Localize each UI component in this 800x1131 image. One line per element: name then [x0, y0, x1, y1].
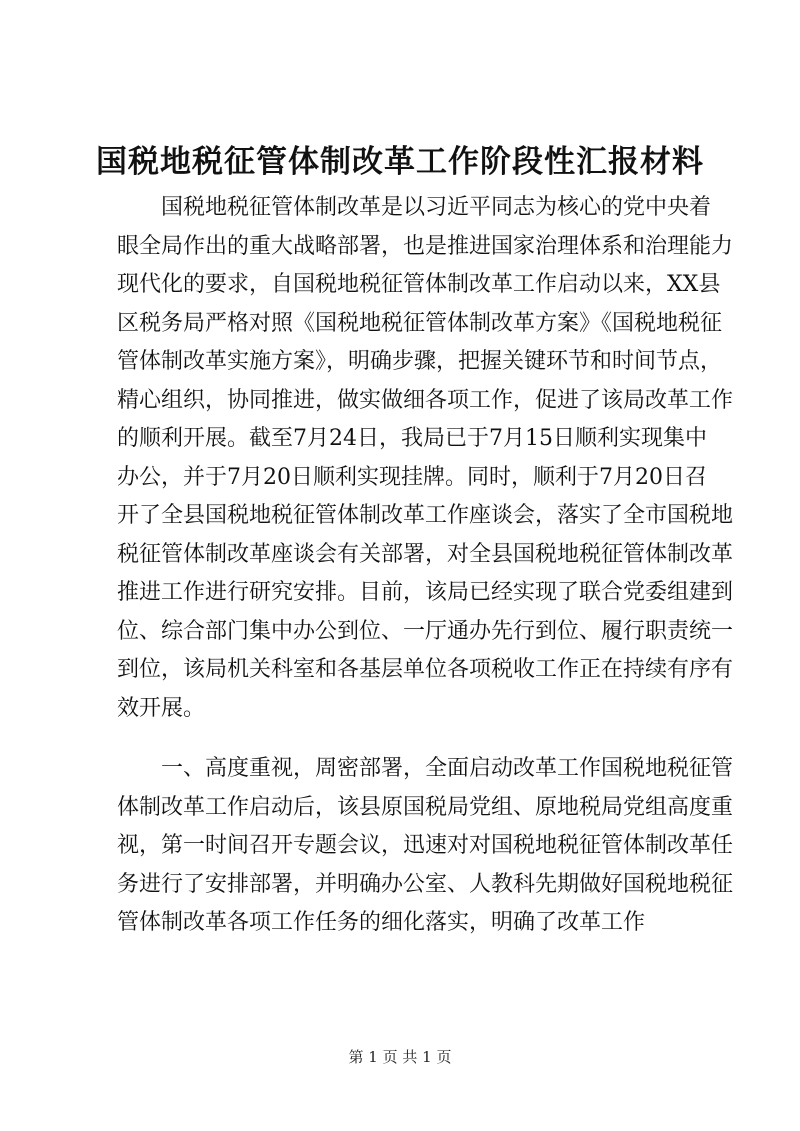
paragraph-line: 推进工作进行研究安排。目前，该局已经实现了联合党委组建到 [117, 580, 734, 605]
document-title: 国税地税征管体制改革工作阶段性汇报材料 [96, 144, 704, 180]
paragraph-line: 管体制改革各项工作任务的细化落实，明确了改革工作 [117, 910, 646, 935]
paragraph-1 [117, 189, 734, 728]
paragraph-line: 到位，该局机关科室和各基层单位各项税收工作正在持续有序有 [117, 657, 734, 682]
paragraph-line: 开了全县国税地税征管体制改革工作座谈会，落实了全市国税地 [117, 503, 734, 528]
paragraph-line: 区税务局严格对照《国税地税征管体制改革方案》《国税地税征 [117, 310, 723, 336]
paragraph-line: 体制改革工作启动后，该县原国税局党组、原地税局党组高度重 [117, 794, 734, 820]
paragraph-line: 务进行了安排部署，并明确办公室、人教科先期做好国税地税征 [117, 871, 734, 897]
paragraph-line: 管体制改革实施方案》，明确步骤，把握关键环节和时间节点， [117, 349, 723, 374]
paragraph-line: 视，第一时间召开专题会议，迅速对对国税地税征管体制改革任 [117, 833, 734, 858]
paragraph-2 [117, 750, 734, 943]
paragraph-line: 现代化的要求，自国税地税征管体制改革工作启动以来，XX县 [117, 272, 721, 297]
paragraph-line: 办公，并于7月20日顺利实现挂牌。同时，顺利于7月20日召 [117, 464, 707, 490]
paragraph-line: 国税地税征管体制改革是以习近平同志为核心的党中央着 [161, 195, 712, 220]
paragraph-line: 税征管体制改革座谈会有关部署，对全县国税地税征管体制改革 [117, 541, 734, 567]
paragraph-line: 精心组织，协同推进，做实做细各项工作，促进了该局改革工作 [117, 387, 734, 413]
paragraph-line: 眼全局作出的重大战略部署，也是推进国家治理体系和治理能力 [117, 233, 734, 259]
paragraph-line: 效开展。 [117, 695, 206, 721]
page-number-footer: 第 1 页 共 1 页 [348, 1048, 452, 1066]
paragraph-line: 的顺利开展。截至7月24日，我局已于7月15日顺利实现集中 [117, 426, 707, 451]
paragraph-line: 位、综合部门集中办公到位、一厅通办先行到位、履行职责统一 [117, 618, 734, 644]
paragraph-line: 一、高度重视，周密部署，全面启动改革工作国税地税征管 [161, 756, 734, 781]
